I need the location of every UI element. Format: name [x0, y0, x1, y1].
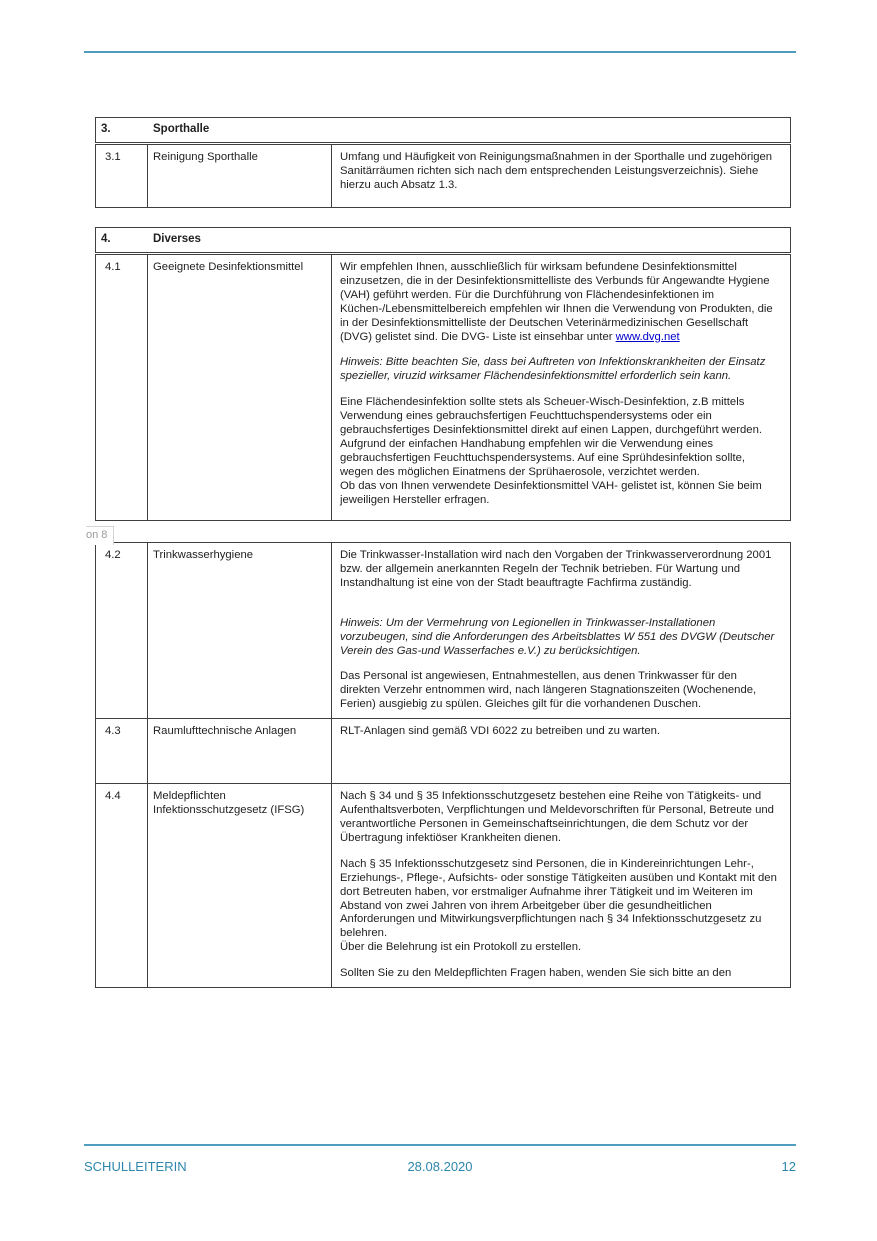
row-number: 4.2 [96, 543, 148, 718]
section-title: Diverses [153, 233, 201, 246]
table-diverses-continued-body [95, 542, 791, 988]
table-diverses-continued [95, 542, 791, 988]
paragraph: Über die Belehrung ist ein Protokoll zu erstellen. [340, 941, 582, 954]
table-row [96, 145, 790, 207]
row-label: Reinigung Sporthalle [148, 145, 332, 207]
paragraph: Umfang und Häufigkeit von Reinigungsmaßnahmen in der Sporthalle und zugehörigen Sanitärräumen richten sich nach dem entsprechenden Leistungsverzeichnis). Siehe hierzu auch Absatz 1.3. [340, 151, 773, 191]
row-number: 4.3 [96, 719, 148, 783]
footer-date: 28.08.2020 [407, 1159, 473, 1174]
dvg-link[interactable]: www.dvg.net [615, 330, 680, 343]
row-content [332, 543, 790, 718]
paragraph-text: Wir empfehlen Ihnen, ausschließlich für wirksam befundene Desinfektionsmittel einzusetzen, die in der Desinfektionsmittelliste des Verbunds für Angewandte Hygiene (VAH) geführt werden. Für die Durchführung von Flächendesinfektionen im Küchen-/Lebensmittelbereich empfehlen wir Ihnen die Verwendung von Produkten, die in der Desinfektionsmittelliste der Deutschen Veterinärmedizinischen Gesellschaft (DVG) gelistet sind. Die DVG- Liste ist einsehbar unter [340, 261, 773, 343]
table-diverses [95, 227, 791, 521]
row-label: Trinkwasserhygiene [148, 543, 332, 718]
paragraph: Nach § 35 Infektionsschutzgesetz sind Personen, die in Kindereinrichtungen Lehr-, Erziehungs-, Pflege-, Aufsichts- oder sonstige Tätigkeiten ausüben und Kontakt mit den dort Betreuten haben, vor erstmaliger Aufnahme ihrer Tätigkeit und im Weiteren im Abstand von zwei Jahren von ihrem Arbeitgeber über die gesundheitlichen Anforderungen und Mitwirkungsverpflichtungen nach § 34 Infektionsschutzgesetz zu belehren. [340, 857, 777, 940]
row-label: Meldepflichten Infektionsschutzgesetz (IFSG) [148, 784, 332, 987]
section-number: 3. [101, 123, 111, 136]
row-content [332, 719, 790, 783]
paragraph: RLT-Anlagen sind gemäß VDI 6022 zu betreiben und zu warten. [340, 725, 661, 738]
table-row [96, 783, 790, 987]
table-diverses-body [95, 254, 791, 521]
paragraph: Ob das von Ihnen verwendete Desinfektionsmittel VAH- gelistet ist, können Sie beim jeweiligen Hersteller erfragen. [340, 479, 762, 506]
paragraph: Eine Flächendesinfektion sollte stets als Scheuer-Wisch-Desinfektion, z.B mittels Verwendung eines gebrauchsfertigen Feuchttuchspendersystems oder ein gebrauchsfertiges Desinfektionsmittel direkt auf einen Lappen, durchgeführt werden. Aufgrund der einfachen Handhabung empfehlen wir die Verwendung eines gebrauchsfertigen Feuchttuchspendersystems. Auf eine Sprühdesinfektion sollte, wegen des möglichen Einatmens der Sprühaerosole, verzichtet werden. [340, 396, 763, 478]
row-label: Raumlufttechnische Anlagen [148, 719, 332, 783]
header-rule [84, 51, 796, 53]
hint-paragraph: Hinweis: Um der Vermehrung von Legionellen in Trinkwasser-Installationen vorzubeugen, sind die Anforderungen des Arbeitsblattes W 551 des DVGW (Deutscher Verein des Gas-und Wasserfaches e.V.) zu berücksichtigen. [340, 616, 775, 657]
footer-page-number: 12 [781, 1159, 796, 1174]
section-title: Sporthalle [153, 123, 210, 136]
table-diverses-header [95, 227, 791, 253]
table-sporthalle-body [95, 144, 791, 208]
row-content [332, 145, 790, 207]
page-break-artifact: on 8 [86, 526, 114, 545]
footer-rule [84, 1144, 796, 1146]
row-content [332, 255, 790, 520]
hint-paragraph: Hinweis: Bitte beachten Sie, dass bei Auftreten von Infektionskrankheiten der Einsatz spezieller, viruzid wirksamer Flächendesinfektionsmittel erforderlich sein kann. [340, 356, 766, 383]
paragraph: Die Trinkwasser-Installation wird nach den Vorgaben der Trinkwasserverordnung 2001 bzw. der allgemein anerkannten Regeln der Technik betrieben. Für Wartung und Instandhaltung ist eine von der Stadt beauftragte Fachfirma zuständig. [340, 549, 772, 589]
paragraph: Sollten Sie zu den Meldepflichten Fragen haben, wenden Sie sich bitte an den [340, 967, 732, 980]
section-number: 4. [101, 233, 111, 246]
paragraph: Nach § 34 und § 35 Infektionsschutzgesetz bestehen eine Reihe von Tätigkeits- und Aufenthaltsverboten, Verpflichtungen und Meldevorschriften für Personal, Betreute und verantwortliche Personen in Gemeinschaftseinrichtungen, die dem Schutz vor der Übertragung infektiöser Krankheiten dienen. [340, 790, 774, 844]
row-number: 4.4 [96, 784, 148, 987]
table-sporthalle-header [95, 117, 791, 143]
row-number: 3.1 [96, 145, 148, 207]
paragraph [340, 261, 780, 344]
row-label: Geeignete Desinfektionsmittel [148, 255, 332, 520]
table-sporthalle [95, 117, 791, 208]
page-footer [84, 1158, 796, 1175]
table-row [96, 255, 790, 520]
row-content [332, 784, 790, 987]
row-number: 4.1 [96, 255, 148, 520]
paragraph: Das Personal ist angewiesen, Entnahmestellen, aus denen Trinkwasser für den direkten Verzehr entnommen wird, nach längeren Stagnationszeiten (Wochenende, Ferien) ausgiebig zu spülen. Gleiches gilt für die vorhandenen Duschen. [340, 670, 757, 711]
footer-author: SCHULLEITERIN [84, 1159, 187, 1174]
table-row [96, 543, 790, 718]
table-row [96, 718, 790, 783]
